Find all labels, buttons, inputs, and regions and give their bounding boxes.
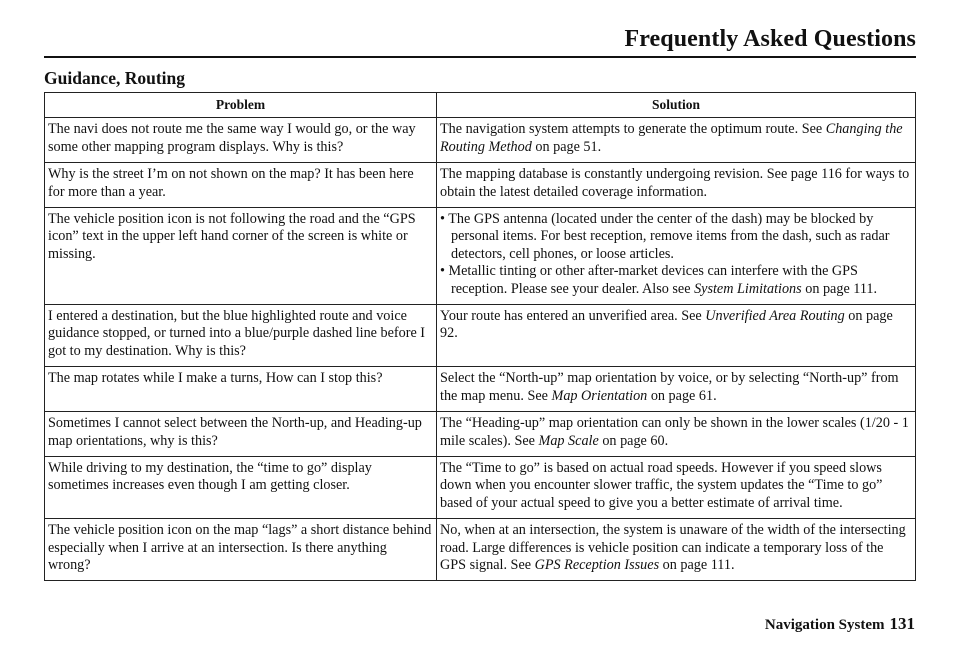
table-row: [45, 456, 916, 518]
page-reference: Unverified Area Routing: [705, 308, 845, 325]
solution-text: The mapping database is constantly undergoing revision. See page 116 for ways to obtain the latest detailed coverage information.: [440, 166, 910, 200]
page-reference: Map Scale: [538, 432, 599, 449]
page-reference: GPS Reception Issues: [534, 556, 660, 573]
solution-text: Your route has entered an unverified area. See: [440, 308, 706, 325]
solution-text: • Metallic tinting or other after-market devices can interfere with the GPS reception. Please see your dealer. Also see: [440, 263, 858, 297]
table-row: [45, 412, 916, 457]
table-row: [45, 367, 916, 412]
problem-cell: I entered a destination, but the blue highlighted route and voice guidance stopped, or turned into a blue/purple dashed line before I got to my destination. Why is this?: [45, 305, 437, 367]
footer-label: Navigation System: [764, 617, 885, 633]
column-header-problem: Problem: [45, 93, 437, 118]
solution-text: on page 51.: [531, 138, 602, 155]
page-reference: Changing the Routing Method: [440, 121, 903, 155]
solution-text: on page 111.: [659, 556, 735, 573]
problem-cell: The vehicle position icon is not following the road and the “GPS icon” text in the upper left hand corner of the screen is white or missing.: [45, 208, 437, 305]
page-reference: Map Orientation: [551, 387, 648, 404]
solution-text: • The GPS antenna (located under the center of the dash) may be blocked by personal items. For best reception, remove items from the dash, such as radar detectors, cell phones, or loose articles.: [440, 211, 890, 262]
faq-table: [44, 92, 916, 581]
solution-cell: [437, 305, 916, 367]
solution-cell: [437, 163, 916, 208]
solution-cell: [437, 519, 916, 581]
page-reference: System Limitations: [694, 280, 802, 297]
table-row: [45, 163, 916, 208]
page-title: Frequently Asked Questions: [624, 26, 916, 52]
solution-text: on page 111.: [801, 280, 878, 297]
solution-cell: [437, 367, 916, 412]
column-header-solution: Solution: [437, 93, 916, 118]
solution-text: on page 60.: [598, 432, 669, 449]
solution-text: The navigation system attempts to generate the optimum route. See: [440, 121, 826, 138]
solution-bullet: [440, 263, 911, 298]
problem-cell: The navi does not route me the same way I would go, or the way some other mapping program displays. Why is this?: [45, 118, 437, 163]
solution-cell: [437, 118, 916, 163]
solution-bullet: [440, 211, 911, 263]
solution-text: on page 61.: [647, 387, 717, 404]
table-row: [45, 305, 916, 367]
table-row: [45, 118, 916, 163]
page-footer: [765, 614, 915, 634]
solution-cell: [437, 456, 916, 518]
table-row: [45, 519, 916, 581]
solution-cell: [437, 412, 916, 457]
solution-cell: [437, 208, 916, 305]
page-number: 131: [889, 614, 915, 633]
problem-cell: Sometimes I cannot select between the North-up, and Heading-up map orientations, why is this?: [45, 412, 437, 457]
problem-cell: Why is the street I’m on not shown on the map? It has been here for more than a year.: [45, 163, 437, 208]
table-row: [45, 208, 916, 305]
title-divider: [44, 56, 916, 58]
solution-text: on page 92.: [440, 308, 893, 342]
table-header-row: [45, 93, 916, 118]
solution-text: The “Heading-up” map orientation can only be shown in the lower scales (1/20 - 1 mile scales). See: [440, 415, 909, 449]
section-heading: Guidance, Routing: [44, 68, 185, 88]
problem-cell: The map rotates while I make a turns, How can I stop this?: [45, 367, 437, 412]
solution-text: Select the “North-up” map orientation by voice, or by selecting “North-up” from the map menu. See: [440, 370, 899, 404]
problem-cell: While driving to my destination, the “time to go” display sometimes increases even though I am getting closer.: [45, 456, 437, 518]
solution-text: The “Time to go” is based on actual road speeds. However if you speed slows down when you encounter slower traffic, the system updates the “Time to go” based of your actual speed to give you a better estimate of arrival time.: [440, 459, 883, 511]
problem-cell: The vehicle position icon on the map “lags” a short distance behind especially when I arrive at an intersection. Is there anything wrong?: [45, 519, 437, 581]
solution-text: No, when at an intersection, the system is unaware of the width of the intersecting road. Large differences is vehicle position can indicate a temporary loss of the GPS signal. See: [440, 522, 906, 573]
